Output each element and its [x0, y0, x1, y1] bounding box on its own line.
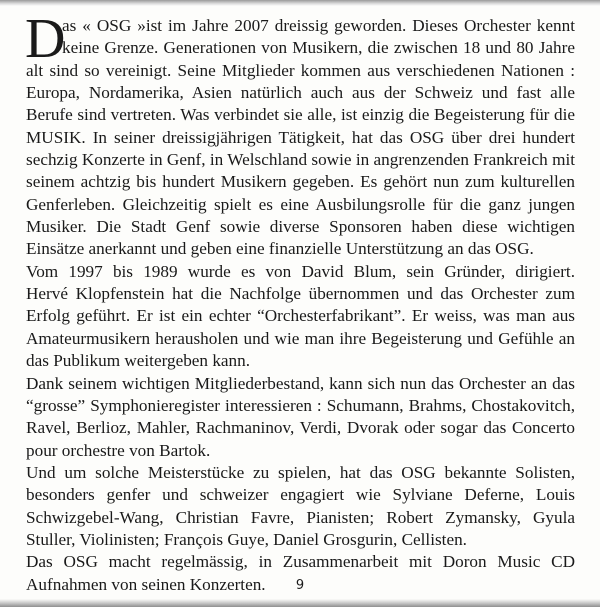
scan-top-edge — [0, 0, 600, 6]
text-line: sechzig Konzerte in Genf, in Welschland sowie in angrenzenden Frankreich mit — [26, 150, 575, 170]
text-line: Vom 1997 bis 1989 wurde es von David Blum, sein Gründer, dirigiert. — [26, 261, 575, 281]
text-line: Ravel, Berlioz, Mahler, Rachmaninov, Verdi, Dvorak oder sogar das Concerto — [26, 418, 575, 438]
text-line: Amateurmusikern herausholen und wie man ihre Begeisterung und Gefühle an — [26, 328, 575, 348]
text-line: Hervé Klopfenstein hat die Nachfolge übernommen und das Orchester zum — [26, 284, 575, 304]
text-line: MUSIK. In seiner dreissigjährigen Tätigkeit, hat das OSG über drei hundert — [26, 127, 575, 147]
text-line: Einsätze anerkannt und geben eine finanzielle Unterstützung an das OSG. — [26, 239, 534, 259]
drop-cap: D — [25, 8, 66, 70]
text-line: alt sind so vereinigt. Seine Mitglieder kommen aus verschiedenen Nationen : — [26, 60, 575, 80]
text-line: as « OSG »ist im Jahre 2007 dreissig geworden. Dieses Orchester kennt — [62, 16, 575, 35]
text-line: Europa, Nordamerika, Asien natürlich auch aus der Schweiz und fast alle — [26, 83, 575, 103]
document-body — [25, 8, 575, 596]
text-line: Und um solche Meisterstücke zu spielen, hat das OSG bekannte Solisten, — [26, 462, 575, 482]
paragraph — [26, 462, 575, 551]
text-line: “grosse” Symphonieregister interessieren : Schumann, Brahms, Chostakovitch, — [26, 395, 575, 415]
paragraph — [25, 8, 575, 261]
scan-bottom-edge — [0, 599, 600, 607]
text-line: keine Grenze. Generationen von Musikern, die zwischen 18 und 80 Jahre — [62, 38, 575, 58]
text-line: Erfolg geführt. Er ist ein echter “Orchesterfabrikant”. Er weiss, was man aus — [26, 306, 575, 326]
paragraph — [26, 261, 575, 373]
text-line: Schwizgebel-Wang, Christian Favre, Pianisten; Robert Zymansky, Gyula — [26, 507, 575, 527]
text-line: Berufe sind vertreten. Was verbindet sie alle, ist einzig die Begeisterung für die — [26, 105, 575, 125]
text-line: Das OSG macht regelmässig, in Zusammenarbeit mit Doron Music CD — [26, 552, 575, 572]
paragraph — [26, 373, 575, 462]
text-line: Genferleben. Gleichzeitig spielt es eine Ausbilungsrolle für die ganz jungen — [26, 194, 575, 214]
text-line: Musiker. Die Stadt Genf sowie diverse Sponsoren haben diese wichtigen — [26, 217, 575, 237]
text-line: Aufnahmen von seinen Konzerten. — [26, 574, 266, 594]
text-line: Dank seinem wichtigen Mitgliederbestand, kann sich nun das Orchester an das — [26, 373, 575, 393]
text-line: pour orchestre von Bartok. — [26, 440, 211, 460]
text-line: das Publikum weitergeben kann. — [26, 351, 251, 371]
text-line: Stuller, Violinisten; François Guye, Daniel Grosgurin, Cellisten. — [26, 529, 467, 549]
page-number: 9 — [295, 578, 305, 593]
text-line: seinem achtzig bis hundert Musikern gegeben. Es gehört nun zum kulturellen — [26, 172, 575, 192]
text-line: besonders genfer und schweizer engagiert wie Sylviane Deferne, Louis — [26, 485, 575, 505]
